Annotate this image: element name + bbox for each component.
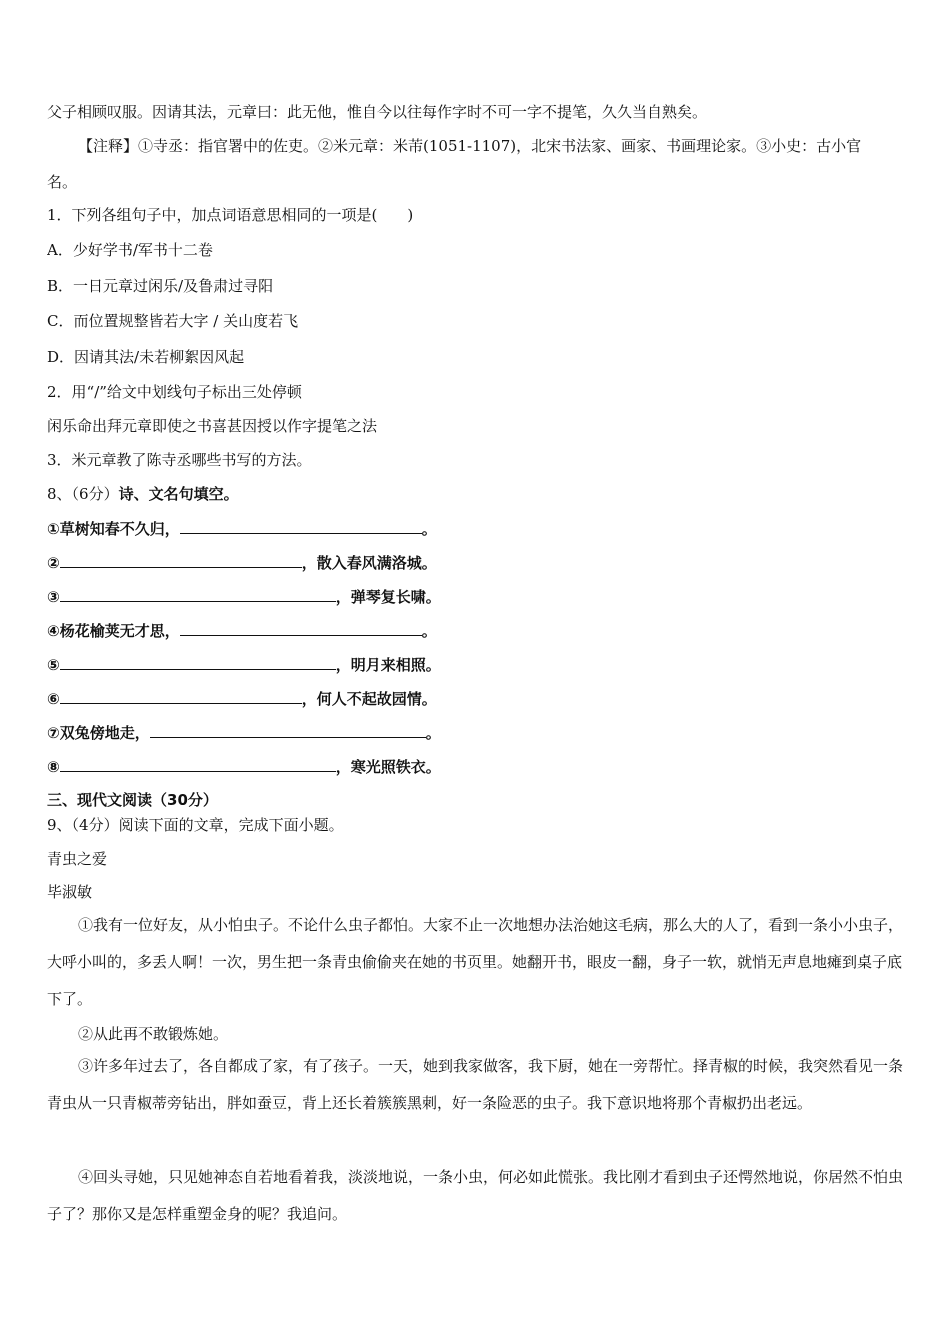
fill-text: ④杨花榆荚无才思， [47, 622, 180, 640]
question-2: 2．用“/”给文中划线句子标出三处停顿 [47, 383, 302, 401]
fill-blank[interactable] [60, 756, 336, 772]
question-1: 1．下列各组句子中，加点词语意思相同的一项是( ) [47, 206, 414, 224]
fill-blank[interactable] [180, 620, 422, 636]
fill-line-8 [47, 756, 906, 777]
fill-blank[interactable] [60, 586, 336, 602]
fill-text: ，何人不起故园情。 [301, 690, 437, 708]
text-line: 父子相顾叹服。因请其法，元章曰：此无他，惟自今以往每作字时不可一字不提笔，久久当自熟矣。 [47, 103, 708, 121]
question-8-number: 8、（6分） [47, 485, 119, 503]
fill-text: ，明月来相照。 [335, 656, 441, 674]
fill-blank[interactable] [60, 552, 302, 568]
fill-text: ③ [47, 588, 60, 606]
option-c: C．而位置规整皆若大字 / 关山度若飞 [47, 312, 299, 330]
paragraph-3: ③许多年过去了，各自都成了家，有了孩子。一天，她到我家做客，我下厨，她在一旁帮忙。择青椒的时候，我突然看见一条青虫从一只青椒蒂旁钻出，胖如蚕豆，背上还长着簇簇黑刺，好一条险恶的虫子。我下意识地将那个青椒扔出老远。 [47, 1057, 904, 1112]
fill-text: ⑧ [47, 758, 60, 776]
fill-line-7 [47, 722, 906, 743]
article-title: 青虫之爱 [47, 850, 108, 868]
fill-text: 。 [421, 622, 437, 640]
fill-text: ①草树知春不久归， [47, 520, 180, 538]
fill-text: ② [47, 554, 60, 572]
section-heading: 三、现代文阅读（30分） [47, 791, 218, 809]
annotation-line: 名。 [47, 173, 78, 191]
fill-text: ⑦双兔傍地走， [47, 724, 150, 742]
fill-text: ，寒光照铁衣。 [335, 758, 441, 776]
fill-line-4 [47, 620, 906, 641]
option-a: A．少好学书/军书十二卷 [47, 241, 213, 259]
fill-text: 。 [425, 724, 441, 742]
option-b: B．一日元章过闲乐/及鲁肃过寻阳 [47, 277, 274, 295]
question-9: 9、（4分）阅读下面的文章，完成下面小题。 [47, 816, 344, 834]
paragraph-4: ④回头寻她，只见她神态自若地看着我，淡淡地说，一条小虫，何必如此慌张。我比刚才看到虫子还愕然地说，你居然不怕虫子了？那你又是怎样重塑金身的呢？我追问。 [47, 1168, 904, 1223]
fill-text: ，散入春风满洛城。 [301, 554, 437, 572]
question-8-title: 诗、文名句填空。 [118, 485, 239, 503]
fill-line-5 [47, 654, 906, 675]
fill-text: ⑥ [47, 690, 60, 708]
fill-line-2 [47, 552, 906, 573]
paragraph-2: ②从此再不敢锻炼她。 [78, 1025, 229, 1043]
article-author: 毕淑敏 [47, 883, 93, 901]
option-d: D．因请其法/未若柳絮因风起 [47, 348, 245, 366]
fill-text: ⑤ [47, 656, 60, 674]
fill-line-3 [47, 586, 906, 607]
fill-blank[interactable] [150, 722, 426, 738]
fill-blank[interactable] [180, 518, 422, 534]
fill-blank[interactable] [60, 688, 302, 704]
question-3: 3．米元章教了陈寺丞哪些书写的方法。 [47, 451, 312, 469]
fill-text: ，弹琴复长啸。 [335, 588, 441, 606]
fill-text: 。 [421, 520, 437, 538]
question-2-sentence: 闲乐命出拜元章即使之书喜甚因授以作字提笔之法 [47, 417, 378, 435]
paragraph-1: ①我有一位好友，从小怕虫子。不论什么虫子都怕。大家不止一次地想办法治她这毛病，那么大的人了，看到一条小小虫子，大呼小叫的，多丢人啊！一次，男生把一条青虫偷偷夹在她的书页里。她翻开书，眼皮一翻，身子一软，就悄无声息地瘫到桌子底下了。 [47, 916, 904, 1008]
fill-line-6 [47, 688, 906, 709]
fill-line-1 [47, 518, 906, 539]
annotation-line: 【注释】①寺丞：指官署中的佐吏。②米元章：米芾(1051-1107)，北宋书法家、画家、书画理论家。③小史：古小官 [78, 137, 862, 155]
question-8 [47, 484, 906, 504]
fill-blank[interactable] [60, 654, 336, 670]
